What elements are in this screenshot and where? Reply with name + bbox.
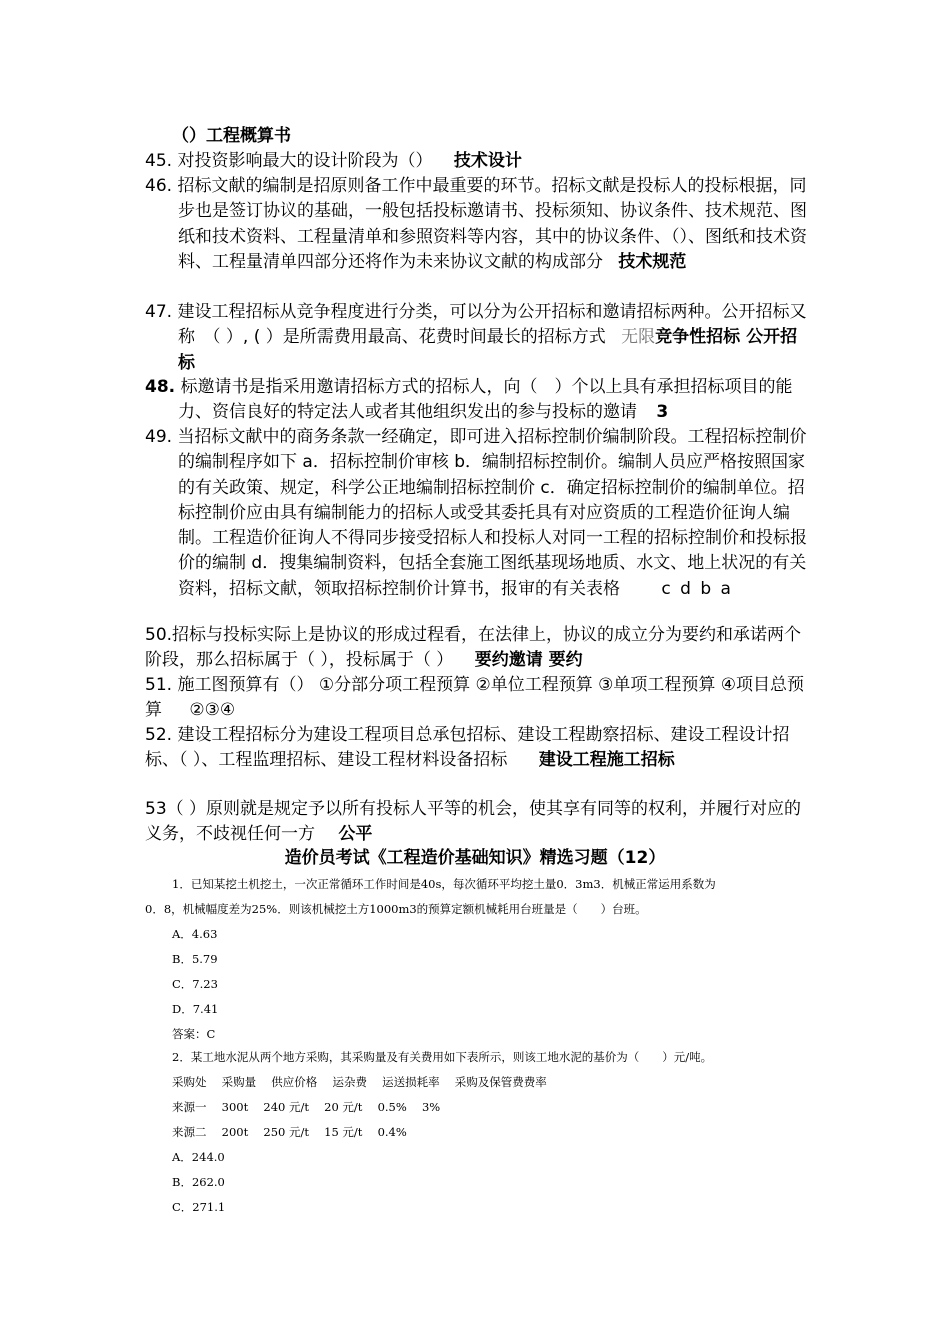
practice-1-option-a: A．4.63 [172,927,218,941]
question-44-text: （）工程概算书 [172,126,291,146]
question-51 [145,673,810,724]
question-52-text: 建设工程招标分为建设工程项目总承包招标、建设工程勘察招标、建设工程设计招标、（ ）、工程监理招标、建设工程材料设备招标 [145,725,790,771]
question-45-number: 45. [145,151,173,171]
question-53 [145,797,810,848]
question-50 [145,623,810,674]
question-45 [145,149,810,174]
practice-2-table-row-2: 来源二 200t 250 元/t 15 元/t 0.4% [172,1125,407,1139]
question-47 [145,300,810,376]
question-53-number: 53 [145,799,167,819]
practice-2-option-c: C．271.1 [172,1200,226,1214]
practice-2-option-b: B．262.0 [172,1175,225,1189]
practice-2-table-header: 采购处 采购量 供应价格 运杂费 运送损耗率 采购及保管费费率 [172,1075,547,1089]
question-46 [145,174,810,275]
question-50-number: 50. [145,625,173,645]
question-48-number: 48. [145,377,176,397]
practice-2-table-row-1: 来源一 300t 240 元/t 20 元/t 0.5% 3% [172,1100,441,1114]
question-50-answer: 要约邀请 要约 [474,650,583,671]
question-46-text: 招标文献的编制是招原则备工作中最重要的环节。招标文献是投标人的投标根据，同步也是签订协议的基础，一般包括投标邀请书、投标须知、协议条件、技术规范、图纸和技术资料、工程量清单和参照资料等内容，其中的协议条件、（）、图纸和技术资料、工程量清单四部分还将作为未来协议文献的构成部分 [177,176,807,272]
question-51-text: 施工图预算有（） ①分部分项工程预算 ②单位工程预算 ③单项工程预算 ④项目总预算 [145,675,805,721]
question-48-answer: 3 [656,402,669,423]
question-47-answer-prefix: 无限 [621,327,656,348]
practice-2-option-a: A．244.0 [172,1150,225,1164]
question-48 [145,375,810,426]
question-47-number: 47. [145,302,173,322]
question-49-answer: c d b a [661,578,733,599]
question-49-number: 49. [145,427,173,447]
practice-1-answer: 答案：C [172,1027,216,1041]
question-51-answer: ②③④ [189,700,236,721]
question-52-answer: 建设工程施工招标 [538,750,675,771]
question-45-answer: 技术设计 [453,151,522,171]
question-47-text: 建设工程招标从竞争程度进行分类，可以分为公开招标和邀请招标两种。公开招标又称 （ ）, ( ）是所需费用最高、花费时间最长的招标方式 [177,302,807,348]
question-44-tail [145,124,810,149]
practice-1-option-c: C．7.23 [172,977,218,991]
question-47-answer: 竞争性招标 公开招标 [178,327,798,373]
section-title: 造价员考试《工程造价基础知识》精选习题（12） [284,848,666,868]
practice-2-stem: 2．某工地水泥从两个地方采购，其采购量及有关费用如下表所示，则该工地水泥的基价为（ ）元/吨。 [172,1050,713,1064]
question-46-answer: 技术规范 [618,251,687,272]
question-50-text: 招标与投标实际上是协议的形成过程看，在法律上，协议的成立分为要约和承诺两个阶段，那么招标属于（ ），投标属于（ ） [145,625,802,671]
question-48-text: 标邀请书是指采用邀请招标方式的招标人，向（ ）个以上具有承担招标项目的能力、资信良好的特定法人或者其他组织发出的参与投标的邀请 [178,377,793,423]
practice-1-option-d: D．7.41 [172,1002,219,1016]
practice-1-stem-line-1: 1．已知某挖土机挖土，一次正常循环工作时间是40s，每次循环平均挖土量0．3m3．机械正常运用系数为 [172,877,716,891]
question-53-answer: 公平 [338,824,373,845]
question-51-number: 51. [145,675,173,695]
practice-question-2 [145,1045,825,1220]
question-52-number: 52. [145,725,173,745]
question-46-number: 46. [145,176,173,196]
question-49-text: 当招标文献中的商务条款一经确定，即可进入招标控制价编制阶段。工程招标控制价的编制程序如下 a．招标控制价审核 b．编制招标控制价。编制人员应严格按照国家的有关政策、规定，科学公正地编制招标控制价 c．确定招标控制价的编制单位。招标控制价应由具有编制能力的招标人或受其委托具有对应资质的工程造价征询人编制。工程造价征询人不得同步接受招标人和投标人对同一工程的招标控制价和投标报价的编制 d．搜集编制资料，包括全套施工图纸基现场地质、水文、地上状况的有关资料，招标文献，领取招标控制价计算书，报审的有关表格 [177,427,807,599]
practice-1-option-b: B．5.79 [172,952,218,966]
practice-question-1 [145,872,825,1047]
question-49 [145,425,810,602]
practice-1-stem-line-2: 0．8，机械幅度差为25%．则该机械挖土方1000m3的预算定额机械耗用台班量是（ ）台班。 [145,902,647,916]
question-45-text: 对投资影响最大的设计阶段为（） [177,151,433,171]
question-52 [145,723,810,774]
question-53-text: （ ）原则就是规定予以所有投标人平等的机会，使其享有同等的权利，并履行对应的义务，不歧视任何一方 [145,799,802,845]
